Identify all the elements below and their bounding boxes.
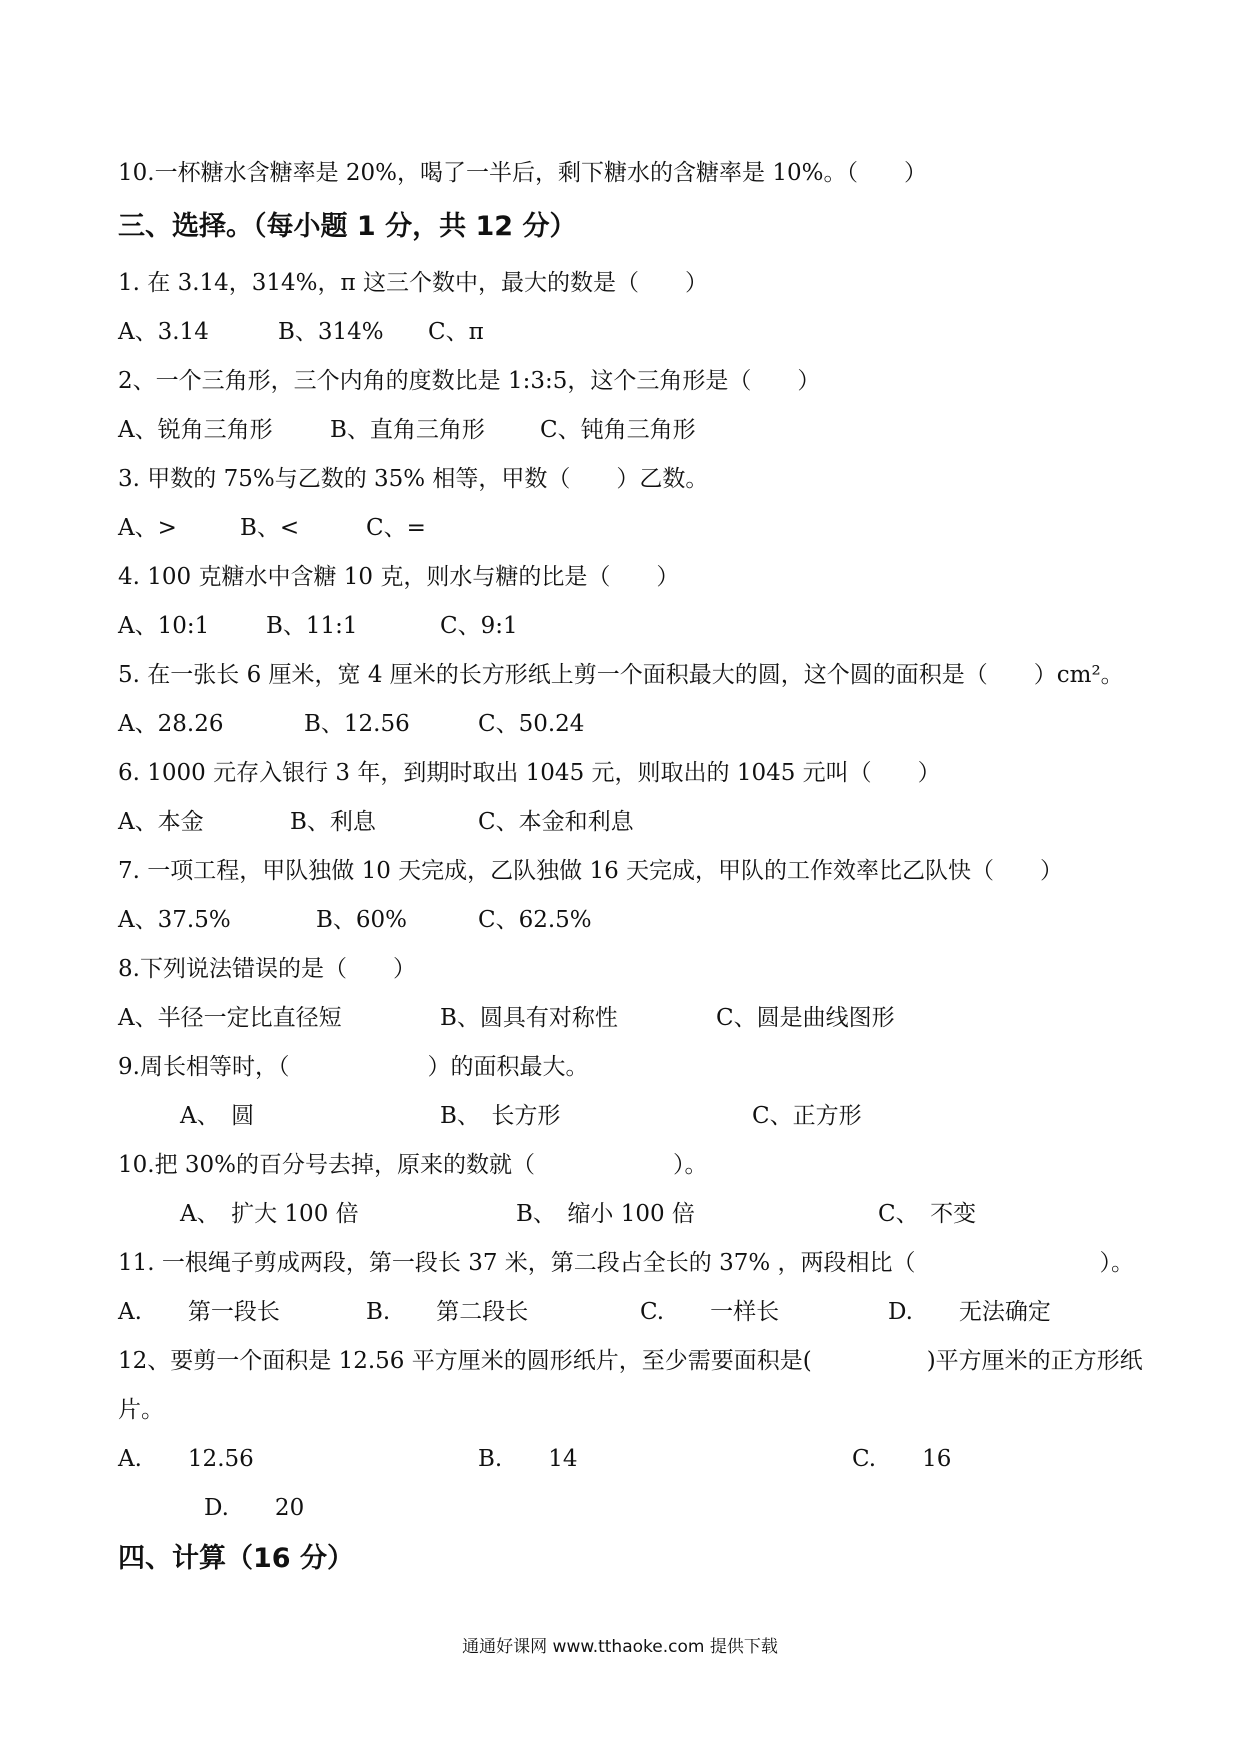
question-3-option-c: C、= (366, 515, 426, 541)
question-2-option-c: C、钝角三角形 (540, 417, 696, 443)
question-7-stem: 7. 一项工程，甲队独做 10 天完成，乙队独做 16 天完成，甲队的工作效率比乙队快（ ） (118, 858, 1064, 884)
question-3-option-a: A、> (118, 515, 177, 541)
question-6-stem: 6. 1000 元存入银行 3 年，到期时取出 1045 元，则取出的 1045 元叫（ ） (118, 760, 941, 786)
question-11-option-d: D. 无法确定 (888, 1299, 1051, 1325)
question-8-option-b: B、圆具有对称性 (440, 1005, 618, 1031)
question-1-option-a: A、3.14 (118, 319, 209, 345)
question-10-option-b: B、 缩小 100 倍 (516, 1201, 695, 1227)
question-12-option-c: C. 16 (852, 1446, 952, 1472)
question-12-stem: 12、要剪一个面积是 12.56 平方厘米的圆形纸片，至少需要面积是( )平方厘米的正方形纸 (118, 1348, 1143, 1374)
question-8-option-a: A、半径一定比直径短 (118, 1005, 342, 1031)
question-5-option-c: C、50.24 (478, 711, 585, 737)
judge-question-10: 10.一杯糖水含糖率是 20%，喝了一半后，剩下糖水的含糖率是 10%。（ ） (118, 160, 927, 186)
section-3-title: 三、选择。（每小题 1 分，共 12 分） (118, 211, 577, 242)
question-3-option-b: B、< (240, 515, 300, 541)
question-2-option-b: B、直角三角形 (330, 417, 485, 443)
question-1-option-b: B、314% (278, 319, 384, 345)
question-5-option-b: B、12.56 (304, 711, 410, 737)
question-6-option-b: B、利息 (290, 809, 376, 835)
question-7-option-a: A、37.5% (118, 907, 231, 933)
question-6-option-c: C、本金和利息 (478, 809, 634, 835)
question-12-stem-continued: 片。 (118, 1397, 164, 1423)
question-6-option-a: A、本金 (118, 809, 204, 835)
question-2-option-a: A、锐角三角形 (118, 417, 273, 443)
question-12-option-d: D. 20 (204, 1495, 305, 1521)
question-4-option-c: C、9:1 (440, 613, 518, 639)
footer-credit: 通通好课网 www.tthaoke.com 提供下载 (462, 1637, 778, 1657)
question-9-stem: 9.周长相等时，（ ）的面积最大。 (118, 1054, 589, 1080)
question-9-option-b: B、 长方形 (440, 1103, 561, 1129)
question-7-option-c: C、62.5% (478, 907, 592, 933)
question-3-stem: 3. 甲数的 75%与乙数的 35% 相等，甲数（ ）乙数。 (118, 466, 709, 492)
question-2-stem: 2、一个三角形，三个内角的度数比是 1:3:5，这个三角形是（ ） (118, 368, 821, 394)
question-4-stem: 4. 100 克糖水中含糖 10 克，则水与糖的比是（ ） (118, 564, 680, 590)
question-11-option-a: A. 第一段长 (118, 1299, 280, 1325)
question-7-option-b: B、60% (316, 907, 408, 933)
question-12-option-a: A. 12.56 (118, 1446, 254, 1472)
section-4-title: 四、计算（16 分） (118, 1543, 354, 1574)
question-1-stem: 1. 在 3.14，314%，π 这三个数中，最大的数是（ ） (118, 270, 708, 296)
question-8-stem: 8.下列说法错误的是（ ） (118, 956, 416, 982)
question-8-option-c: C、圆是曲线图形 (716, 1005, 895, 1031)
question-4-option-b: B、11:1 (266, 613, 358, 639)
question-1-option-c: C、π (428, 319, 484, 345)
question-4-option-a: A、10:1 (118, 613, 210, 639)
question-9-option-c: C、正方形 (752, 1103, 862, 1129)
question-10-option-a: A、 扩大 100 倍 (180, 1201, 359, 1227)
question-10-stem: 10.把 30%的百分号去掉，原来的数就（ ）。 (118, 1152, 708, 1178)
question-5-stem: 5. 在一张长 6 厘米，宽 4 厘米的长方形纸上剪一个面积最大的圆，这个圆的面积是（ ）cm²。 (118, 662, 1124, 688)
question-12-option-b: B. 14 (478, 1446, 578, 1472)
question-11-stem: 11. 一根绳子剪成两段，第一段长 37 米，第二段占全长的 37% ，两段相比（ ）。 (118, 1250, 1135, 1276)
question-9-option-a: A、 圆 (180, 1103, 255, 1129)
question-5-option-a: A、28.26 (118, 711, 224, 737)
question-10-option-c: C、 不变 (878, 1201, 977, 1227)
question-11-option-b: B. 第二段长 (366, 1299, 529, 1325)
question-11-option-c: C. 一样长 (640, 1299, 780, 1325)
